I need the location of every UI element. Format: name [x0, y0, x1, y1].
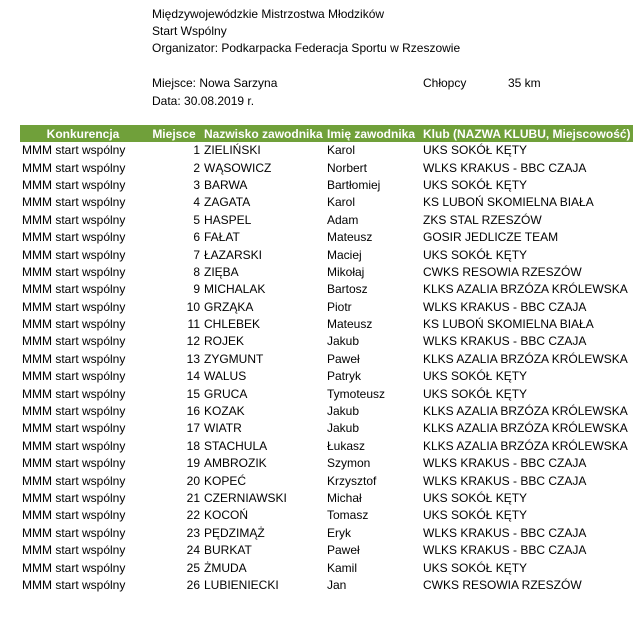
table-row	[20, 212, 633, 229]
table-row	[20, 420, 633, 437]
cell-imie: Jakub	[327, 421, 360, 436]
cell-nazwisko: ZIELIŃSKI	[204, 143, 261, 158]
cell-imie: Mikołaj	[327, 264, 365, 279]
cell-miejsce: 15	[186, 386, 200, 401]
cell-klub: UKS SOKÓŁ KĘTY	[423, 177, 528, 192]
meta-date: Data: 30.08.2019 r.	[152, 94, 255, 108]
cell-miejsce: 4	[193, 195, 200, 210]
cell-klub: KLKS AZALIA BRZÓZA KRÓLEWSKA	[423, 282, 628, 297]
cell-konkurencja: MMM start wspólny	[22, 264, 126, 279]
cell-miejsce: 13	[186, 351, 200, 366]
cell-miejsce: 16	[186, 404, 200, 419]
table-row	[20, 490, 633, 507]
cell-klub: UKS SOKÓŁ KĘTY	[423, 386, 528, 401]
cell-imie: Adam	[327, 212, 359, 227]
cell-miejsce: 19	[186, 456, 200, 471]
cell-klub: KLKS AZALIA BRZÓZA KRÓLEWSKA	[423, 351, 628, 366]
cell-klub: UKS SOKÓŁ KĘTY	[423, 508, 528, 523]
table-row	[20, 507, 633, 524]
cell-nazwisko: PĘDZIMĄŻ	[204, 525, 265, 540]
cell-konkurencja: MMM start wspólny	[22, 525, 126, 540]
table-row	[20, 177, 633, 194]
cell-nazwisko: ZIĘBA	[204, 264, 239, 279]
table-body	[20, 142, 633, 594]
cell-konkurencja: MMM start wspólny	[22, 456, 126, 471]
cell-konkurencja: MMM start wspólny	[22, 282, 126, 297]
cell-konkurencja: MMM start wspólny	[22, 404, 126, 419]
table-row	[20, 194, 633, 211]
cell-miejsce: 20	[186, 473, 200, 488]
cell-imie: Patryk	[327, 369, 362, 384]
cell-imie: Łukasz	[327, 438, 366, 453]
cell-miejsce: 12	[186, 334, 200, 349]
cell-klub: KLKS AZALIA BRZÓZA KRÓLEWSKA	[423, 404, 628, 419]
cell-klub: UKS SOKÓŁ KĘTY	[423, 143, 528, 158]
cell-klub: WLKS KRAKUS - BBC CZAJA	[423, 160, 587, 175]
table-row	[20, 316, 633, 333]
cell-nazwisko: MICHALAK	[204, 282, 266, 297]
cell-imie: Maciej	[327, 247, 362, 262]
cell-konkurencja: MMM start wspólny	[22, 438, 126, 453]
cell-konkurencja: MMM start wspólny	[22, 230, 126, 245]
table-row	[20, 559, 633, 576]
cell-konkurencja: MMM start wspólny	[22, 560, 126, 575]
cell-klub: WLKS KRAKUS - BBC CZAJA	[423, 456, 587, 471]
cell-konkurencja: MMM start wspólny	[22, 577, 126, 592]
column-header-imie: Imię zawodnika	[325, 125, 421, 142]
cell-klub: WLKS KRAKUS - BBC CZAJA	[423, 334, 587, 349]
cell-konkurencja: MMM start wspólny	[22, 508, 126, 523]
cell-miejsce: 11	[187, 317, 200, 332]
cell-klub: UKS SOKÓŁ KĘTY	[423, 369, 528, 384]
cell-klub: ZKS STAL RZESZÓW	[423, 212, 542, 227]
cell-miejsce: 24	[186, 543, 200, 558]
cell-klub: WLKS KRAKUS - BBC CZAJA	[423, 525, 587, 540]
cell-nazwisko: ZYGMUNT	[204, 351, 264, 366]
meta-distance: 35 km	[508, 76, 541, 90]
cell-nazwisko: CZERNIAWSKI	[204, 491, 287, 505]
table-row	[20, 455, 633, 472]
cell-konkurencja: MMM start wspólny	[22, 317, 126, 332]
cell-klub: UKS SOKÓŁ KĘTY	[423, 491, 528, 505]
cell-nazwisko: WIATR	[204, 421, 242, 436]
cell-imie: Paweł	[327, 543, 360, 558]
cell-konkurencja: MMM start wspólny	[22, 491, 126, 505]
cell-nazwisko: CHLEBEK	[204, 317, 261, 332]
cell-nazwisko: ŁAZARSKI	[204, 247, 263, 262]
cell-imie: Jan	[327, 577, 347, 592]
cell-imie: Paweł	[327, 351, 360, 366]
cell-miejsce: 8	[193, 264, 200, 279]
table-row	[20, 403, 633, 420]
cell-nazwisko: ŻMUDA	[204, 560, 247, 575]
cell-konkurencja: MMM start wspólny	[22, 212, 126, 227]
cell-imie: Mateusz	[327, 230, 373, 245]
table-row	[20, 299, 633, 316]
table-row	[20, 525, 633, 542]
cell-imie: Norbert	[327, 160, 368, 175]
cell-nazwisko: ZAGATA	[204, 195, 251, 210]
cell-konkurencja: MMM start wspólny	[22, 421, 126, 436]
cell-klub: KLKS AZALIA BRZÓZA KRÓLEWSKA	[423, 421, 628, 436]
cell-miejsce: 1	[193, 143, 200, 158]
cell-miejsce: 2	[193, 160, 200, 175]
cell-imie: Eryk	[327, 525, 351, 540]
cell-nazwisko: WALUS	[204, 369, 247, 384]
cell-miejsce: 23	[186, 525, 200, 540]
table-row	[20, 368, 633, 385]
table-row	[20, 577, 633, 594]
meta-place: Miejsce: Nowa Sarzyna	[152, 76, 278, 90]
cell-nazwisko: AMBROZIK	[204, 456, 267, 471]
cell-miejsce: 9	[193, 282, 200, 297]
cell-nazwisko: BURKAT	[204, 543, 252, 558]
cell-imie: Michał	[327, 491, 362, 505]
cell-miejsce: 22	[186, 508, 200, 523]
cell-miejsce: 21	[186, 491, 200, 505]
cell-miejsce: 6	[193, 230, 200, 245]
cell-konkurencja: MMM start wspólny	[22, 334, 126, 349]
cell-klub: WLKS KRAKUS - BBC CZAJA	[423, 543, 587, 558]
table-row	[20, 542, 633, 559]
cell-miejsce: 14	[186, 369, 200, 384]
cell-konkurencja: MMM start wspólny	[22, 369, 126, 384]
table-row	[20, 333, 633, 350]
cell-klub: CWKS RESOWIA RZESZÓW	[423, 577, 582, 592]
cell-nazwisko: GRZĄKA	[204, 299, 254, 314]
cell-imie: Tymoteusz	[327, 386, 386, 401]
cell-konkurencja: MMM start wspólny	[22, 473, 126, 488]
cell-klub: CWKS RESOWIA RZESZÓW	[423, 264, 582, 279]
cell-konkurencja: MMM start wspólny	[22, 247, 126, 262]
cell-klub: KS LUBOŃ SKOMIELNA BIAŁA	[423, 317, 594, 332]
cell-imie: Karol	[327, 143, 356, 158]
cell-nazwisko: FAŁAT	[204, 230, 240, 245]
cell-konkurencja: MMM start wspólny	[22, 177, 126, 192]
cell-nazwisko: LUBIENIECKI	[204, 577, 279, 592]
cell-miejsce: 17	[186, 421, 200, 436]
table-row	[20, 229, 633, 246]
cell-nazwisko: KOZAK	[204, 404, 245, 419]
cell-miejsce: 25	[186, 560, 200, 575]
cell-klub: UKS SOKÓŁ KĘTY	[423, 247, 528, 262]
cell-klub: KLKS AZALIA BRZÓZA KRÓLEWSKA	[423, 438, 628, 453]
cell-miejsce: 18	[186, 438, 200, 453]
cell-miejsce: 7	[193, 247, 200, 262]
cell-imie: Krzysztof	[327, 473, 377, 488]
table-row	[20, 264, 633, 281]
cell-imie: Piotr	[327, 299, 352, 314]
results-table	[20, 125, 633, 594]
table-row	[20, 159, 633, 176]
column-header-nazwisko: Nazwisko zawodnika	[202, 125, 325, 142]
cell-klub: WLKS KRAKUS - BBC CZAJA	[423, 473, 587, 488]
cell-miejsce: 26	[186, 577, 200, 592]
title-organizer: Organizator: Podkarpacka Federacja Sportu w Rzeszowie	[152, 41, 461, 55]
cell-konkurencja: MMM start wspólny	[22, 386, 126, 401]
cell-nazwisko: WĄSOWICZ	[204, 160, 272, 175]
cell-klub: GOSIR JEDLICZE TEAM	[423, 230, 559, 245]
table-header-row	[20, 125, 633, 142]
title-event: Start Wspólny	[152, 24, 227, 38]
cell-imie: Kamil	[327, 560, 358, 575]
cell-nazwisko: GRUCA	[204, 386, 248, 401]
table-row	[20, 281, 633, 298]
cell-imie: Bartłomiej	[327, 177, 381, 192]
cell-nazwisko: ROJEK	[204, 334, 245, 349]
cell-konkurencja: MMM start wspólny	[22, 543, 126, 558]
cell-nazwisko: KOCOŃ	[204, 508, 249, 523]
column-header-klub: Klub (NAZWA KLUBU, Miejscowość)	[423, 126, 631, 141]
cell-nazwisko: HASPEL	[204, 212, 252, 227]
meta-category: Chłopcy	[423, 76, 467, 90]
cell-miejsce: 5	[193, 212, 200, 227]
table-row	[20, 472, 633, 489]
cell-imie: Jakub	[327, 404, 360, 419]
cell-konkurencja: MMM start wspólny	[22, 351, 126, 366]
cell-imie: Mateusz	[327, 317, 373, 332]
column-header-konkurencja: Konkurencja	[20, 125, 146, 142]
cell-nazwisko: STACHULA	[204, 438, 268, 453]
cell-miejsce: 3	[193, 177, 200, 192]
cell-nazwisko: BARWA	[204, 177, 248, 192]
title-competition: Międzywojewódzkie Mistrzostwa Młodzików	[152, 7, 385, 21]
column-header-miejsce: Miejsce	[146, 125, 202, 142]
cell-imie: Karol	[327, 195, 356, 210]
cell-konkurencja: MMM start wspólny	[22, 195, 126, 210]
cell-klub: UKS SOKÓŁ KĘTY	[423, 560, 528, 575]
table-row	[20, 385, 633, 402]
cell-imie: Jakub	[327, 334, 360, 349]
cell-imie: Tomasz	[327, 508, 369, 523]
table-row	[20, 351, 633, 368]
cell-konkurencja: MMM start wspólny	[22, 143, 126, 158]
cell-miejsce: 10	[186, 299, 200, 314]
cell-imie: Bartosz	[327, 282, 368, 297]
cell-klub: KS LUBOŃ SKOMIELNA BIAŁA	[423, 195, 594, 210]
table-row	[20, 246, 633, 263]
table-row	[20, 142, 633, 159]
cell-konkurencja: MMM start wspólny	[22, 160, 126, 175]
cell-klub: WLKS KRAKUS - BBC CZAJA	[423, 299, 587, 314]
cell-konkurencja: MMM start wspólny	[22, 299, 126, 314]
cell-nazwisko: KOPEĆ	[204, 473, 247, 488]
table-row	[20, 438, 633, 455]
cell-imie: Szymon	[327, 456, 371, 471]
